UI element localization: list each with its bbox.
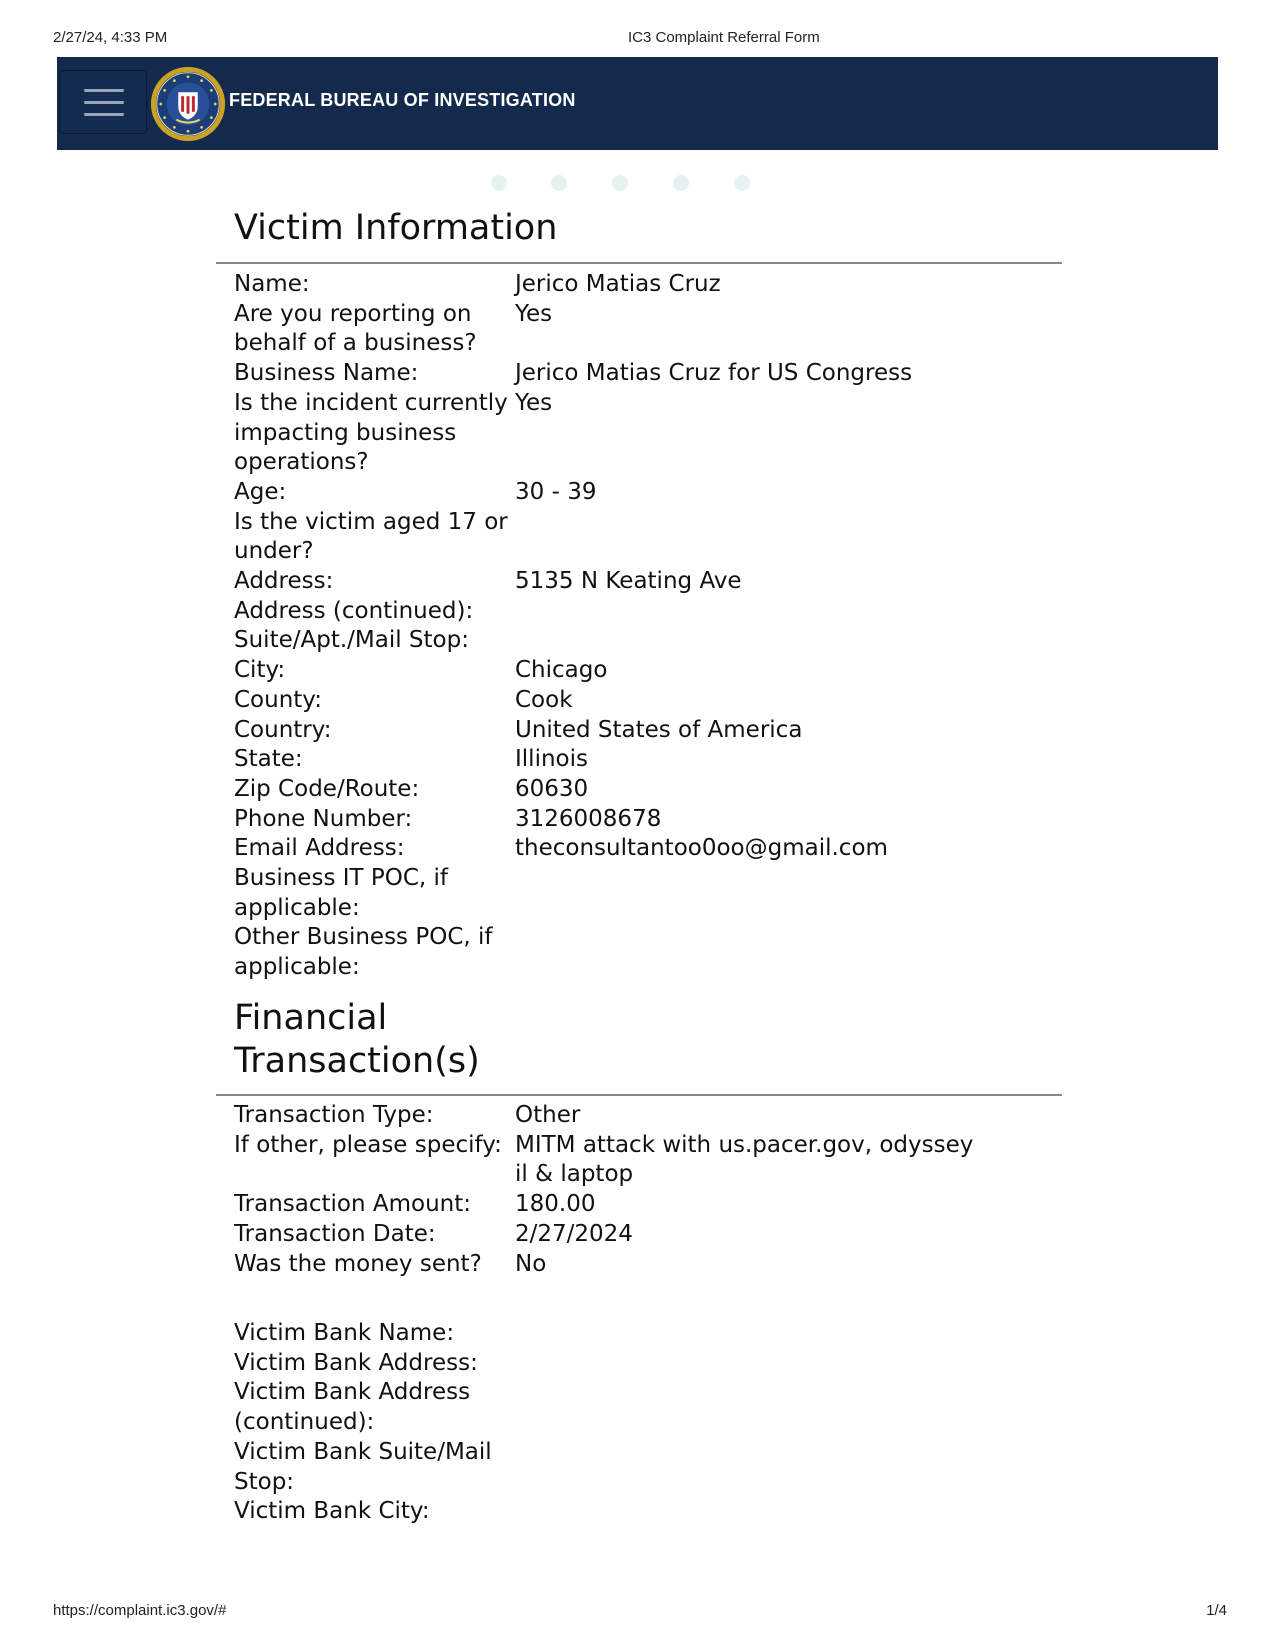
field-value xyxy=(515,597,975,627)
field-value: 180.00 xyxy=(515,1191,596,1218)
field-label: Phone Number: xyxy=(234,805,413,832)
field-row xyxy=(234,1220,1034,1250)
field-value xyxy=(515,1349,975,1379)
field-label: Is the incident currently impacting business operations? xyxy=(234,389,508,476)
field-value xyxy=(515,1319,975,1349)
agency-brand-name[interactable]: FEDERAL BUREAU OF INVESTIGATION xyxy=(229,90,576,110)
field-label: Email Address: xyxy=(234,835,405,862)
field-value xyxy=(515,923,975,982)
print-datetime: 2/27/24, 4:33 PM xyxy=(53,29,168,46)
field-label: Business IT POC, if applicable: xyxy=(234,865,449,921)
field-label: Name: xyxy=(234,271,310,297)
field-row xyxy=(234,300,1034,359)
field-row xyxy=(234,805,1034,835)
field-value: Illinois xyxy=(515,746,588,773)
hamburger-bar xyxy=(84,113,124,116)
field-label: Victim Bank Address: xyxy=(234,1349,478,1376)
field-row xyxy=(234,567,1034,597)
print-doc-title: IC3 Complaint Referral Form xyxy=(628,29,820,46)
step-dot[interactable] xyxy=(673,175,689,191)
field-value xyxy=(515,626,975,656)
field-label: Zip Code/Route: xyxy=(234,775,420,802)
field-label: Victim Bank City: xyxy=(234,1498,430,1525)
hamburger-bar xyxy=(84,101,124,104)
field-value: MITM attack with us.pacer.gov, odyssey il & laptop xyxy=(515,1131,974,1188)
field-row xyxy=(234,656,1034,686)
step-dot[interactable] xyxy=(491,175,507,191)
field-value: 3126008678 xyxy=(515,805,662,832)
field-label: Transaction Date: xyxy=(234,1220,436,1247)
field-label: Suite/Apt./Mail Stop: xyxy=(234,627,469,654)
victim-information-fields xyxy=(234,270,1034,983)
field-row xyxy=(234,923,1034,982)
field-row xyxy=(234,1101,1034,1131)
field-value: Yes xyxy=(515,300,553,327)
field-row xyxy=(234,508,1034,567)
field-row xyxy=(234,389,1034,478)
field-row xyxy=(234,686,1034,716)
victim-information-heading: Victim Information xyxy=(234,208,558,248)
field-label: Address (continued): xyxy=(234,597,474,624)
field-row xyxy=(234,270,1034,300)
field-value xyxy=(515,508,975,567)
field-value: 5135 N Keating Ave xyxy=(515,568,742,595)
field-row xyxy=(234,1378,1034,1437)
field-label: Is the victim aged 17 or under? xyxy=(234,508,508,565)
print-page-number: 1/4 xyxy=(1206,1602,1227,1619)
field-label: Other Business POC, if applicable: xyxy=(234,924,493,981)
step-dot[interactable] xyxy=(612,175,628,191)
field-row xyxy=(234,626,1034,656)
field-label: Age: xyxy=(234,478,287,505)
field-row xyxy=(234,1190,1034,1220)
field-value: 30 - 39 xyxy=(515,478,597,505)
field-label: Country: xyxy=(234,716,332,743)
field-value: theconsultantoo0oo@gmail.com xyxy=(515,835,888,862)
field-value: 60630 xyxy=(515,775,589,802)
field-value xyxy=(515,1378,975,1437)
field-row xyxy=(234,775,1034,805)
field-label: If other, please specify: xyxy=(234,1131,502,1158)
step-indicator xyxy=(0,175,1275,193)
field-label: Victim Bank Name: xyxy=(234,1320,455,1346)
victim-bank-fields xyxy=(234,1319,1034,1527)
field-row xyxy=(234,1250,1034,1280)
field-row xyxy=(234,1319,1034,1349)
field-value: Chicago xyxy=(515,657,608,684)
field-row xyxy=(234,716,1034,746)
field-value: Yes xyxy=(515,389,553,416)
field-label: City: xyxy=(234,657,286,684)
field-value: United States of America xyxy=(515,716,803,743)
financial-transactions-heading: Financial Transaction(s) xyxy=(234,998,480,1081)
field-label: Was the money sent? xyxy=(234,1250,482,1277)
field-row xyxy=(234,834,1034,864)
field-row xyxy=(234,1131,1034,1190)
field-label: Victim Bank Address (continued): xyxy=(234,1379,471,1436)
field-label: County: xyxy=(234,686,322,713)
field-row xyxy=(234,359,1034,389)
field-value: No xyxy=(515,1250,547,1277)
step-dot[interactable] xyxy=(734,175,750,191)
field-value: Other xyxy=(515,1102,581,1128)
field-label: Transaction Amount: xyxy=(234,1191,472,1218)
field-row xyxy=(234,745,1034,775)
field-label: Business Name: xyxy=(234,360,419,387)
field-label: Address: xyxy=(234,568,334,595)
field-row xyxy=(234,864,1034,923)
field-row xyxy=(234,1438,1034,1497)
fbi-seal-icon[interactable] xyxy=(149,65,227,143)
step-dot[interactable] xyxy=(551,175,567,191)
top-navbar xyxy=(57,57,1218,150)
financial-transaction-fields xyxy=(234,1101,1034,1279)
field-value: 2/27/2024 xyxy=(515,1220,633,1247)
field-row xyxy=(234,597,1034,627)
print-url: https://complaint.ic3.gov/# xyxy=(53,1602,227,1619)
field-row xyxy=(234,478,1034,508)
hamburger-menu-icon xyxy=(84,89,124,92)
field-row xyxy=(234,1349,1034,1379)
field-row xyxy=(234,1497,1034,1527)
section-divider xyxy=(216,1094,1062,1096)
field-label: State: xyxy=(234,746,303,773)
field-label: Are you reporting on behalf of a business? xyxy=(234,300,477,357)
section-divider xyxy=(216,262,1062,264)
field-value xyxy=(515,1497,975,1527)
field-value: Jerico Matias Cruz for US Congress xyxy=(515,360,913,387)
field-label: Victim Bank Suite/Mail Stop: xyxy=(234,1438,492,1495)
field-label: Transaction Type: xyxy=(234,1102,434,1128)
menu-toggle-button[interactable] xyxy=(59,70,147,134)
field-value xyxy=(515,1438,975,1497)
field-value xyxy=(515,864,975,923)
field-value: Jerico Matias Cruz xyxy=(515,271,721,297)
field-value: Cook xyxy=(515,686,573,713)
